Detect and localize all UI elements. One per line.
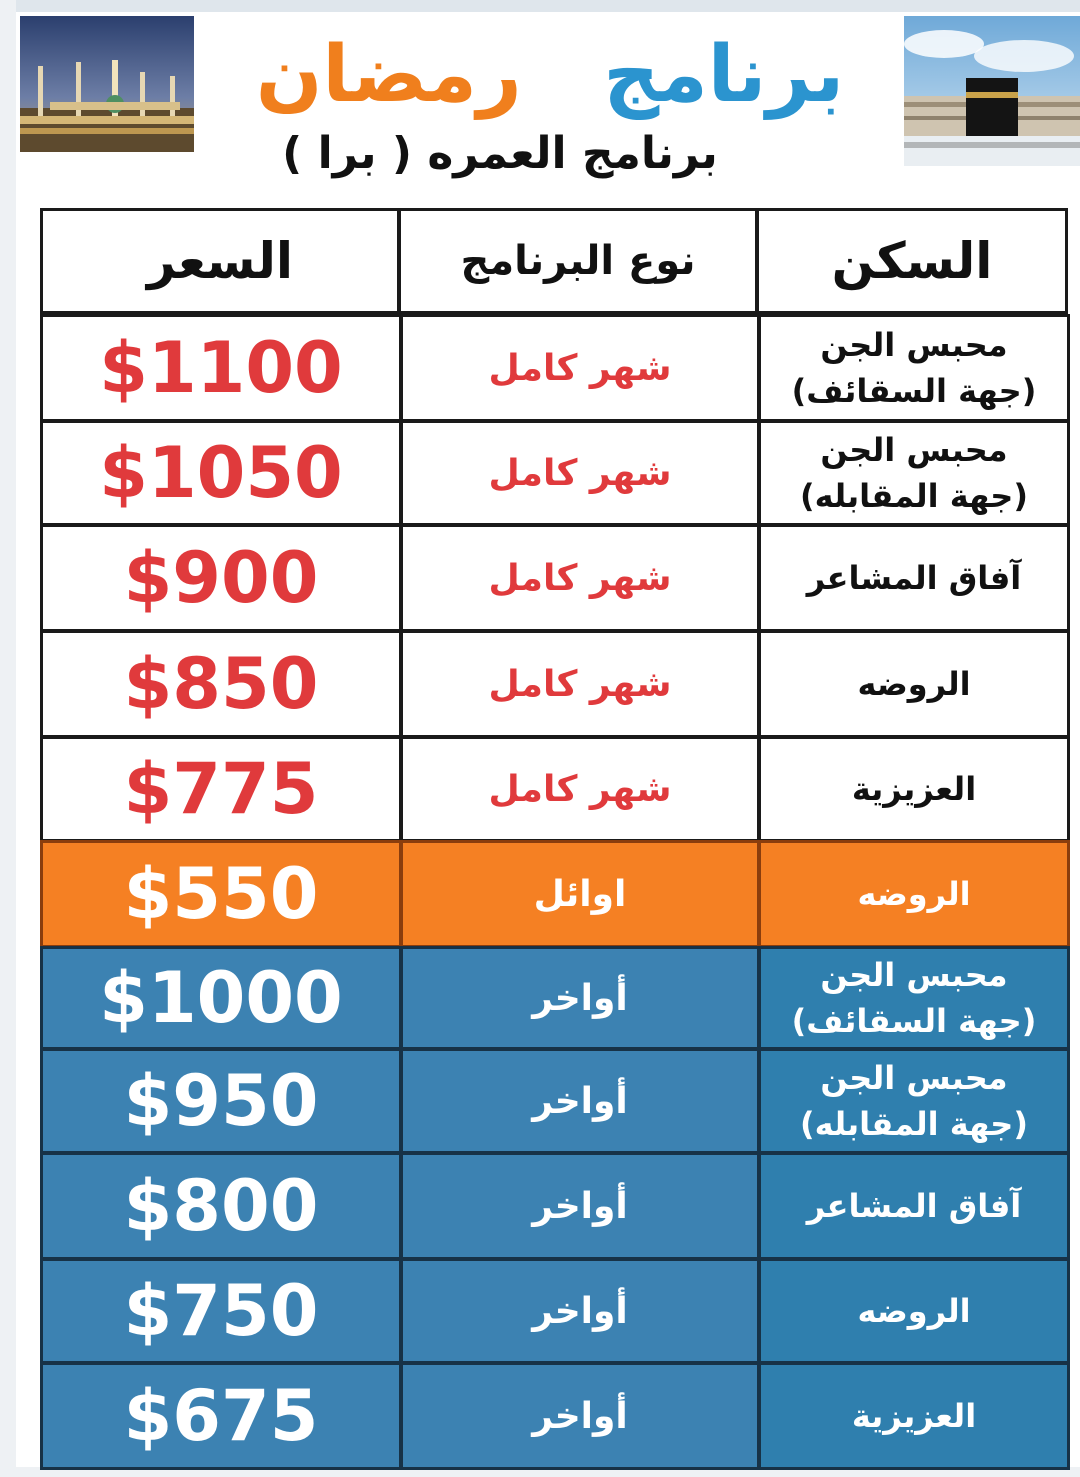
table-cell-program-type: شهر كامل [400, 420, 760, 526]
accommodation-line: آفاق المشاعر [806, 559, 1022, 597]
column-header-accommodation: السكن [756, 208, 1068, 314]
table-cell-accommodation [758, 1048, 1070, 1154]
table-cell-price: $675 [40, 1362, 402, 1470]
table-cell-program-type: شهر كامل [400, 736, 760, 842]
accommodation-line: الروضه [857, 875, 971, 913]
accommodation-line: العزيزية [851, 1397, 977, 1435]
table-cell-program-type: أواخر [400, 1362, 760, 1470]
table-cell-price: $800 [40, 1152, 402, 1260]
table-cell-program-type: أواخر [400, 946, 760, 1050]
table-cell-accommodation [758, 1152, 1070, 1260]
table-cell-accommodation [758, 1258, 1070, 1364]
table-cell-accommodation [758, 946, 1070, 1050]
top-strip [0, 0, 1080, 12]
table-cell-program-type: أواخر [400, 1048, 760, 1154]
left-edge [0, 0, 16, 1477]
table-cell-accommodation [758, 420, 1070, 526]
table-cell-program-type: شهر كامل [400, 524, 760, 632]
table-cell-price: $550 [40, 840, 402, 948]
accommodation-line: محبس الجن [820, 956, 1008, 994]
accommodation-line: محبس الجن [820, 326, 1008, 364]
table-cell-accommodation [758, 314, 1070, 422]
column-header-program-type: نوع البرنامج [398, 208, 758, 314]
table-cell-accommodation [758, 840, 1070, 948]
table-cell-price: $1100 [40, 314, 402, 422]
table-cell-price: $950 [40, 1048, 402, 1154]
table-cell-program-type: شهر كامل [400, 314, 760, 422]
table-cell-accommodation [758, 630, 1070, 738]
accommodation-line: محبس الجن [820, 431, 1008, 469]
accommodation-line: محبس الجن [820, 1059, 1008, 1097]
table-cell-price: $1050 [40, 420, 402, 526]
table-cell-program-type: أواخر [400, 1258, 760, 1364]
table-cell-program-type: أواخر [400, 1152, 760, 1260]
accommodation-line: (جهة المقابله) [800, 1105, 1028, 1143]
table-cell-program-type: شهر كامل [400, 630, 760, 738]
column-header-price: السعر [40, 208, 400, 314]
accommodation-line: (جهة المقابله) [800, 477, 1028, 515]
table-cell-price: $850 [40, 630, 402, 738]
table-cell-price: $1000 [40, 946, 402, 1050]
kaaba-photo [904, 16, 1080, 166]
table-cell-accommodation [758, 736, 1070, 842]
prophet-mosque-photo [20, 16, 194, 152]
accommodation-line: الروضه [857, 665, 971, 703]
table-cell-price: $750 [40, 1258, 402, 1364]
accommodation-line: العزيزية [851, 770, 977, 808]
table-cell-program-type: اوائل [400, 840, 760, 948]
page-title [200, 30, 900, 120]
accommodation-line: (جهة السقائف) [791, 372, 1037, 410]
table-cell-price: $775 [40, 736, 402, 842]
table-cell-price: $900 [40, 524, 402, 632]
accommodation-line: آفاق المشاعر [806, 1187, 1022, 1225]
table-cell-accommodation [758, 524, 1070, 632]
page-subtitle: برنامج العمره ( برا ) [282, 128, 718, 179]
title-word-program: برنامج [603, 30, 845, 120]
accommodation-line: الروضه [857, 1292, 971, 1330]
accommodation-line: (جهة السقائف) [791, 1002, 1037, 1040]
title-word-ramadan: رمضان [255, 30, 522, 120]
table-cell-accommodation [758, 1362, 1070, 1470]
